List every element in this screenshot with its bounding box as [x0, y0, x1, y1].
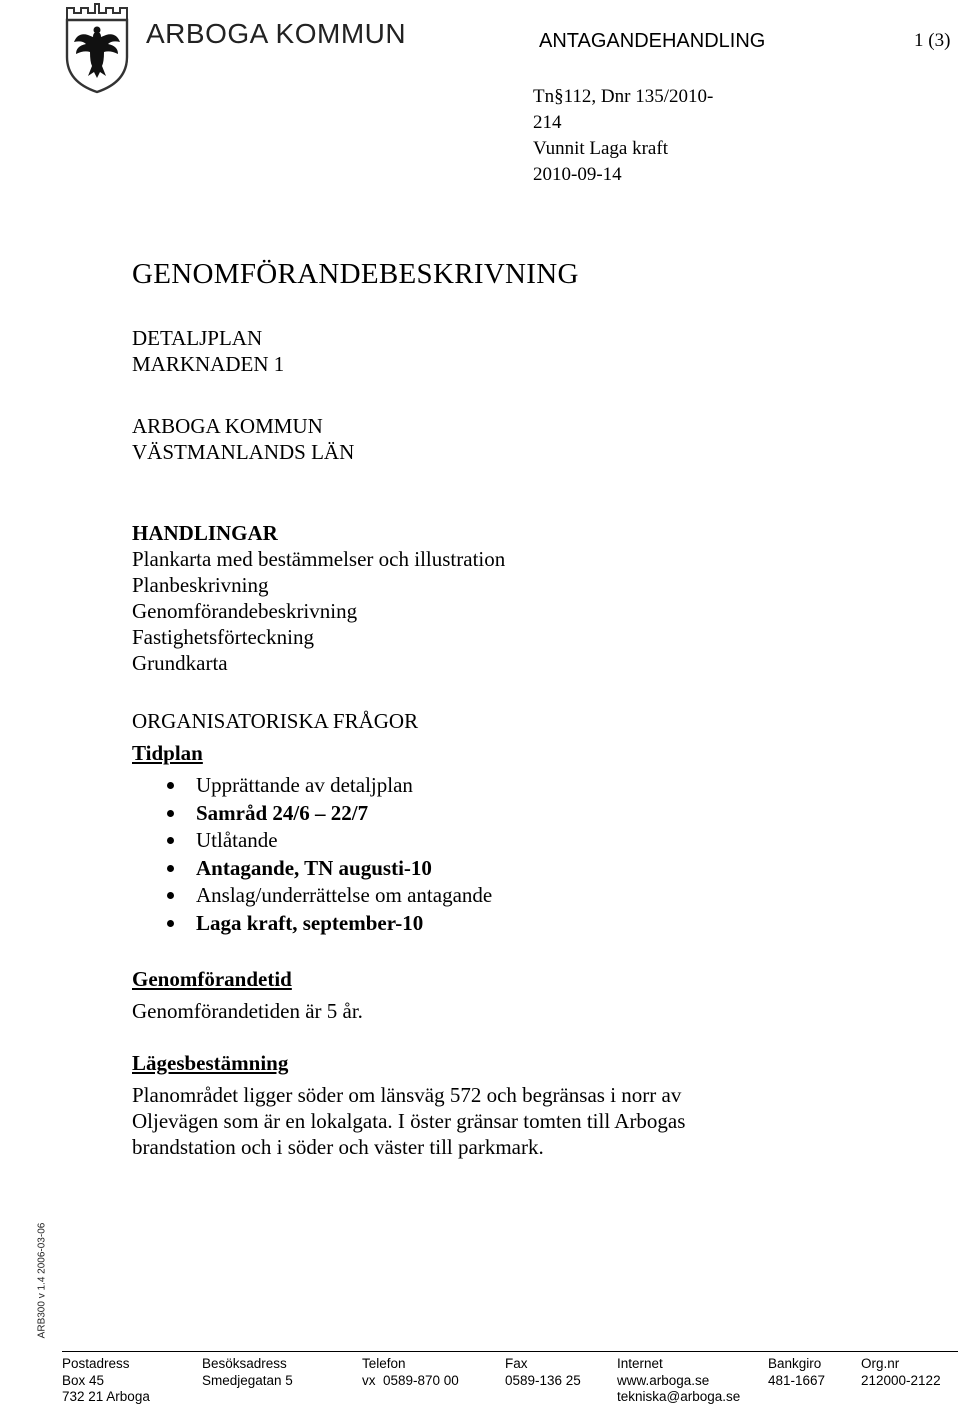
reference-line: 2010-09-14 [533, 164, 622, 185]
reference-line: 214 [533, 112, 562, 133]
bullet-icon [167, 865, 174, 872]
bullet-icon [167, 837, 174, 844]
document-type: ANTAGANDEHANDLING [539, 30, 766, 52]
bullet-icon [167, 782, 174, 789]
footer-besoksadress [202, 1356, 293, 1389]
footer-value: Box 45 [62, 1372, 105, 1388]
paragraph-line: Oljevägen som är en lokalgata. I öster gränsar tomten till Arbogas [132, 1109, 686, 1133]
footer-label: Org.nr [861, 1356, 900, 1371]
list-item: Grundkarta [132, 651, 228, 675]
plan-block [132, 325, 284, 377]
footer-orgnr [861, 1356, 941, 1389]
reference-block [533, 84, 713, 188]
footer-email-link[interactable]: tekniska@arboga.se [617, 1389, 741, 1404]
bullet-text: Utlåtande [196, 828, 278, 852]
location-line-2: VÄSTMANLANDS LÄN [132, 440, 355, 464]
org-heading: ORGANISATORISKA FRÅGOR [132, 709, 419, 733]
bullet-icon [167, 920, 174, 927]
footer-value: 212000-2122 [861, 1372, 941, 1388]
footer-telefon [362, 1356, 459, 1389]
footer-value: 481-1667 [768, 1372, 826, 1388]
list-item [132, 855, 492, 883]
reference-line: Tn§112, Dnr 135/2010- [533, 86, 714, 107]
list-item [132, 827, 492, 855]
brand-name: ARBOGA KOMMUN [146, 18, 407, 49]
list-item: Fastighetsförteckning [132, 625, 314, 649]
bullet-icon [167, 892, 174, 899]
handlingar-block [132, 520, 505, 676]
location-block [132, 413, 354, 465]
footer-internet [617, 1356, 740, 1406]
footer-divider [62, 1351, 958, 1352]
paragraph-line: Planområdet ligger söder om länsväg 572 och begränsas i norr av [132, 1083, 682, 1107]
page-number: 1 (3) [914, 30, 951, 51]
list-item: Plankarta med bestämmelser och illustration [132, 547, 506, 571]
list-item [132, 910, 492, 938]
footer-label: Fax [505, 1356, 528, 1371]
handlingar-heading: HANDLINGAR [132, 521, 278, 545]
bullet-text: Anslag/underrättelse om antagande [196, 883, 493, 907]
footer-postadress [62, 1356, 150, 1406]
tidplan-list [132, 772, 492, 937]
paragraph-line: brandstation och i söder och väster till parkmark. [132, 1135, 544, 1159]
footer-label: Internet [617, 1356, 663, 1371]
list-item: Planbeskrivning [132, 573, 269, 597]
footer-value: 0589-136 25 [505, 1372, 581, 1388]
footer-label: Postadress [62, 1356, 130, 1371]
plan-line-2: MARKNADEN 1 [132, 352, 285, 376]
org-block [132, 708, 418, 734]
bullet-text: Laga kraft, september-10 [196, 910, 424, 935]
document-title: GENOMFÖRANDEBESKRIVNING [132, 258, 579, 290]
arboga-coat-of-arms-icon [62, 2, 132, 94]
lagesbestamning-text [132, 1082, 685, 1160]
bullet-text: Antagande, TN augusti-10 [196, 855, 432, 880]
footer-label: Bankgiro [768, 1356, 822, 1371]
footer-value: vx 0589-870 00 [362, 1372, 459, 1388]
footer-value: 732 21 Arboga [62, 1389, 150, 1404]
footer-link[interactable]: www.arboga.se [617, 1372, 710, 1388]
footer-fax [505, 1356, 581, 1389]
bullet-icon [167, 810, 174, 817]
list-item [132, 800, 492, 828]
list-item: Genomförandebeskrivning [132, 599, 358, 623]
footer-label: Telefon [362, 1356, 406, 1371]
footer-value: Smedjegatan 5 [202, 1372, 293, 1388]
genomforandetid-heading: Genomförandetid [132, 967, 292, 991]
footer-label: Besöksadress [202, 1356, 287, 1371]
tidplan-heading: Tidplan [132, 741, 203, 765]
lagesbestamning-heading: Lägesbestämning [132, 1051, 289, 1075]
form-version-label: ARB300 v 1.4 2006-03-06 [36, 1222, 48, 1339]
genomforandetid-text: Genomförandetiden är 5 år. [132, 999, 363, 1023]
bullet-text: Upprättande av detaljplan [196, 773, 413, 797]
list-item [132, 772, 492, 800]
reference-line: Vunnit Laga kraft [533, 138, 668, 159]
plan-line-1: DETALJPLAN [132, 326, 263, 350]
bullet-text: Samråd 24/6 – 22/7 [196, 800, 369, 825]
location-line-1: ARBOGA KOMMUN [132, 414, 323, 438]
footer-bankgiro [768, 1356, 825, 1389]
list-item [132, 882, 492, 910]
